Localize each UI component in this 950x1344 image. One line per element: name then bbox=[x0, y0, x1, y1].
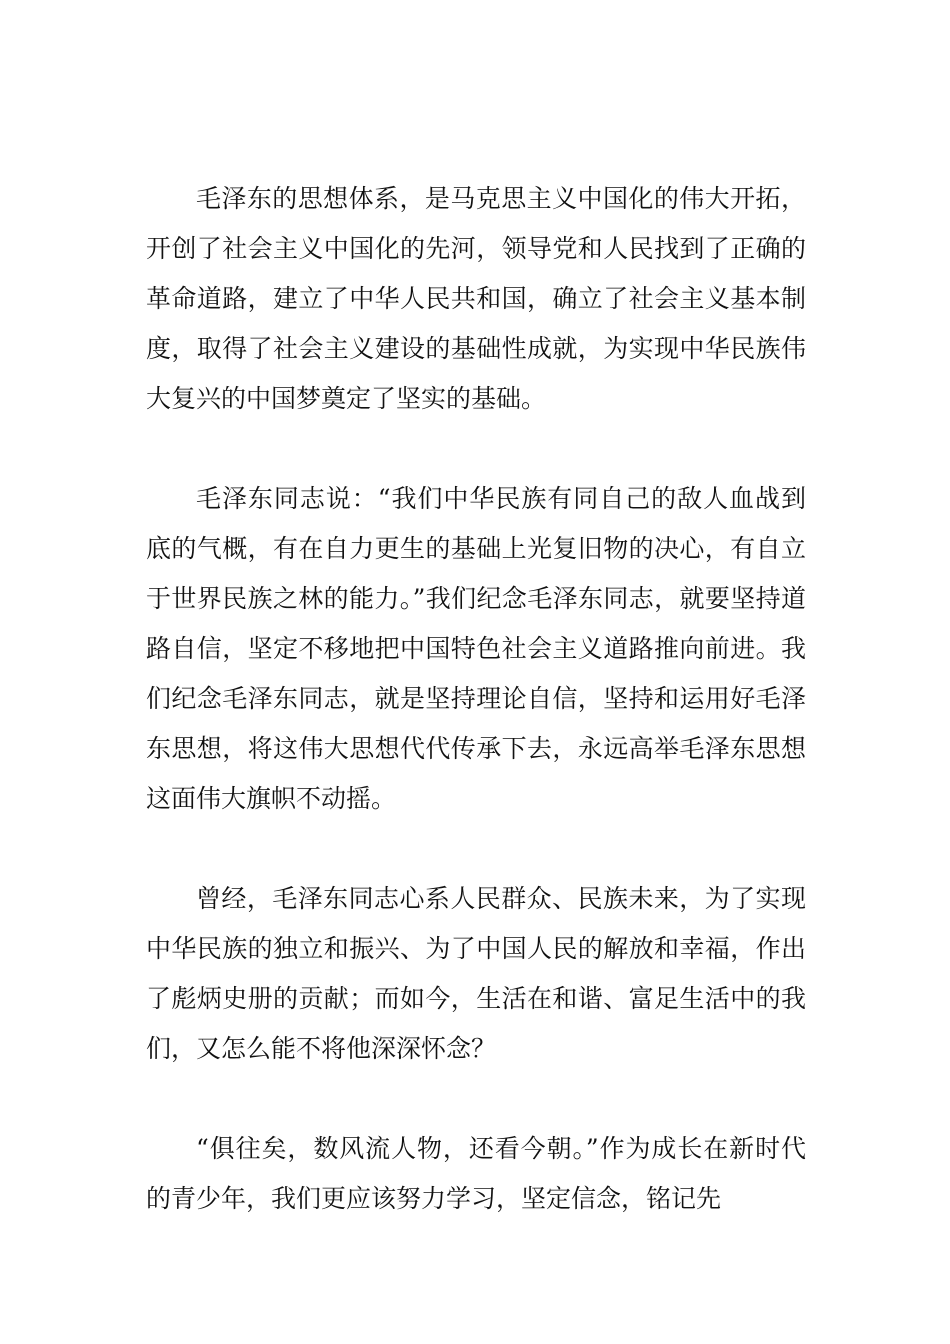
paragraph-4: “俱往矣，数风流人物，还看今朝。”作为成长在新时代的青少年，我们更应该努力学习，坚定信念，铭记先 bbox=[146, 1134, 806, 1213]
paragraph-gap-3 bbox=[146, 1074, 806, 1124]
paragraph-2: 毛泽东同志说：“我们中华民族有同自己的敌人血战到底的气概，有在自力更生的基础上光复旧物的决心，有自立于世界民族之林的能力。”我们纪念毛泽东同志，就要坚持道路自信，坚定不移地把中国特色社会主义道路推向前进。我们纪念毛泽东同志，就是坚持理论自信，坚持和运用好毛泽东思想，将这伟大思想代代传承下去，永远高举毛泽东思想这面伟大旗帜不动摇。 bbox=[146, 484, 806, 813]
document-body bbox=[146, 174, 806, 1224]
paragraph-gap-2 bbox=[146, 824, 806, 874]
paragraph-gap-1 bbox=[146, 424, 806, 474]
paragraph-3: 曾经，毛泽东同志心系人民群众、民族未来，为了实现中华民族的独立和振兴、为了中国人民的解放和幸福，作出了彪炳史册的贡献；而如今，生活在和谐、富足生活中的我们，又怎么能不将他深深怀念？ bbox=[146, 884, 806, 1063]
paragraph-1: 毛泽东的思想体系，是马克思主义中国化的伟大开拓，开创了社会主义中国化的先河，领导党和人民找到了正确的革命道路，建立了中华人民共和国，确立了社会主义基本制度，取得了社会主义建设的基础性成就，为实现中华民族伟大复兴的中国梦奠定了坚实的基础。 bbox=[146, 184, 806, 413]
